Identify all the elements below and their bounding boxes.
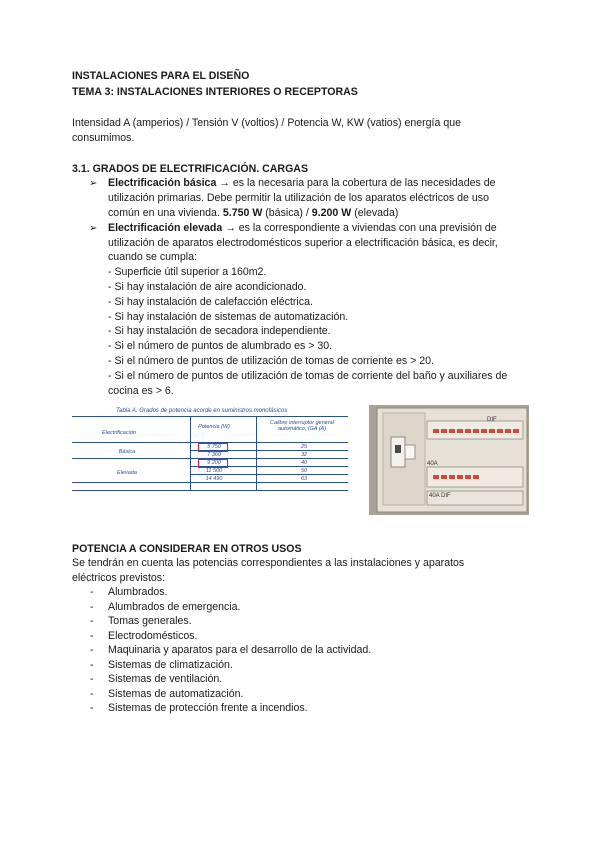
condition-item: - Si el número de puntos de utilización de tomas de corriente del baño y auxiliares de [108,370,508,382]
basic-line-2: utilización primarias. Debe permitir la utilización de los aparatos eléctricos de uso [108,192,489,204]
basic-line-3 [108,206,398,221]
dash-bullet: - [90,702,94,714]
panel-label-mid: 40A [427,461,438,467]
section-title-otros-usos: POTENCIA A CONSIDERAR EN OTROS USOS [72,543,302,555]
intro-line-1: Intensidad A (amperios) / Tensión V (voltios) / Potencia W, KW (vatios) energía que [72,117,462,129]
basic-label: Electrificación básica [108,177,217,189]
list-item: Tomas generales. [108,615,192,627]
condition-item: - Si el número de puntos de utilización de tomas de corriente es > 20. [108,355,434,367]
arrow-bullet-icon: ➢ [89,178,98,189]
condition-item: - Si el número de puntos de alumbrado es > 30. [108,340,333,352]
condition-item: - Si hay instalación de calefacción eléctrica. [108,296,313,308]
table-cell-grade: Elevada [117,470,137,476]
list-item: Sistemas de climatización. [108,659,233,671]
list-item: Sistemas de automatización. [108,688,244,700]
list-item: Maquinaria y aparatos para el desarrollo de la actividad. [108,644,372,656]
table-cell-calibre: 25 [300,444,308,450]
condition-item: - Si hay instalación de secadora independiente. [108,325,331,337]
table-cell-power: 9 200 [207,460,221,466]
table-cell-power: 14 490 [205,476,223,482]
dash-bullet: - [90,688,94,700]
section2-intro-2: eléctricos previstos: [72,572,166,584]
dash-bullet: - [90,601,94,613]
section-title-grados: 3.1. GRADOS DE ELECTRIFICACIÓN. CARGAS [72,163,309,175]
panel-label-bottom: 40A DIF [429,493,451,499]
basic-line3-pre: común en una vivienda. [108,207,220,219]
section2-intro-1: Se tendrán en cuenta las potencias correspondientes a las instalaciones y aparatos [72,557,465,569]
table-title: Tabla A. Grados de potencia acorde en suministros monofásicos [116,408,288,414]
intro-line-2: consumimos. [72,132,135,144]
condition-item: - Superficie útil superior a 160m2. [108,266,267,278]
basic-power-mid: (básica) / [265,207,309,219]
table-cell-power: 7 360 [207,452,221,458]
basic-text: es la necesaria para la cobertura de las necesidades de [232,177,496,189]
table-cell-power: 5 750 [207,444,221,450]
elevated-line-3: cuando se cumpla: [108,251,197,263]
basic-line-1 [108,176,496,191]
table-cell-power: 11 500 [205,468,223,474]
right-arrow-icon: → [219,177,230,189]
electrical-panel-photo [369,405,529,515]
electrification-table-image [72,404,348,490]
table-cell-calibre: 40 [300,460,308,466]
arrow-bullet-icon: ➢ [89,223,98,234]
basic-power-end: (elevada) [354,207,399,219]
list-item: Sistemas de protección frente a incendios. [108,702,308,714]
highlight-box-basic [198,443,228,452]
dash-bullet: - [90,644,94,656]
right-arrow-icon: → [225,222,236,234]
condition-item: - Si hay instalación de aire acondicionado. [108,281,307,293]
doc-title: INSTALACIONES PARA EL DISEÑO [72,70,250,82]
list-item: Alumbrados de emergencia. [108,601,241,613]
highlight-box-elevated [198,459,228,468]
table-cell-calibre: 32 [300,452,308,458]
table-header: Electrificación [102,430,136,436]
basic-power-value: 5.750 W [222,207,263,219]
table-cell-grade: Básica [118,449,136,455]
elevated-power-value: 9.200 W [311,207,352,219]
elevated-line-1 [108,221,497,236]
table-cell-calibre: 50 [300,468,308,474]
dash-bullet: - [90,630,94,642]
table-header: Calibre interruptor general automático, IGA (A) [270,420,334,432]
doc-subtitle: TEMA 3: INSTALACIONES INTERIORES O RECEPTORAS [72,86,358,98]
elevated-line-2: utilización de aparatos electrodomésticos superior a electrificación básica, es decir, [108,237,498,249]
list-item: Sistemas de ventilación. [108,673,223,685]
elevated-label: Electrificación elevada [108,222,223,234]
dash-bullet: - [90,586,94,598]
list-item: Alumbrados. [108,586,168,598]
condition-item: cocina es > 6. [108,385,174,397]
table-cell-calibre: 63 [300,476,308,482]
dash-bullet: - [90,659,94,671]
condition-item: - Si hay instalación de sistemas de automatización. [108,311,349,323]
dash-bullet: - [90,673,94,685]
elevated-text: es la correspondiente a viviendas con una previsión de [238,222,497,234]
panel-label-top: DIF [487,417,497,423]
table-header: Potencia (W) [198,424,230,430]
dash-bullet: - [90,615,94,627]
list-item: Electrodomésticos. [108,630,198,642]
